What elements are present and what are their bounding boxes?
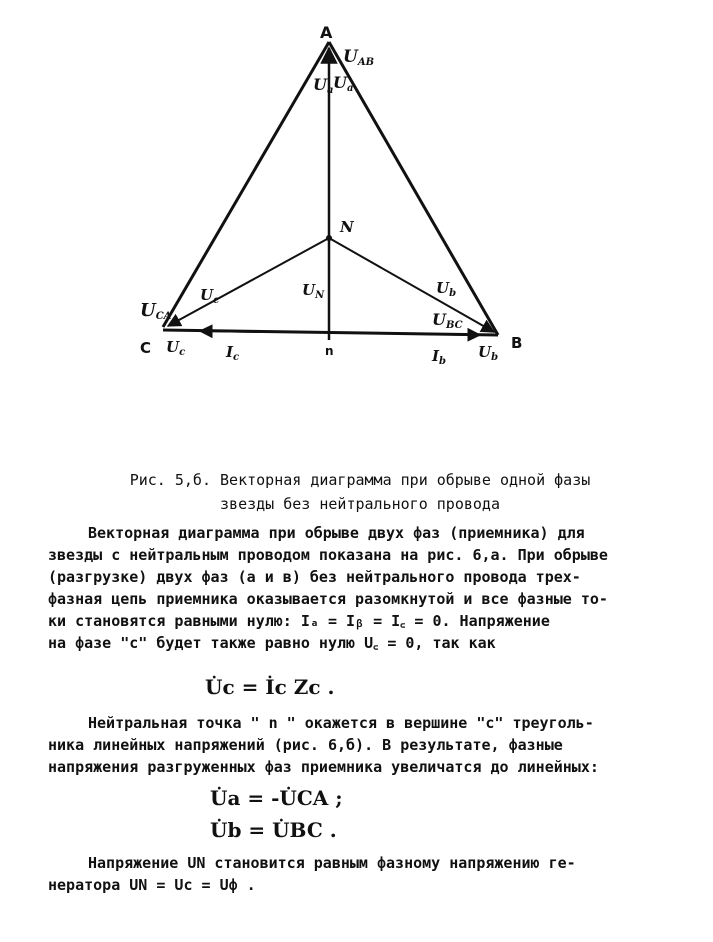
p2-line: ника линейных напряжений (рис. 6,б). В результате, фазные bbox=[48, 736, 563, 754]
formula-ua: U̇a = -U̇CA ; bbox=[210, 786, 343, 810]
p1-line: ки становятся равными нулю: Iₐ = Iᵦ = I꜀ = 0. Напряжение bbox=[48, 612, 550, 630]
p1-line: звезды с нейтральным проводом показана на рис. 6,а. При обрыве bbox=[48, 546, 608, 564]
p3-line: нератора UN = Uc = Uф . bbox=[48, 876, 256, 894]
p1-line: фазная цепь приемника оказывается разомкнутой и все фазные то- bbox=[48, 590, 608, 608]
point-label-C: C bbox=[140, 339, 152, 357]
paragraph-3 bbox=[48, 852, 673, 896]
formula-uc: U̇c = İc Zc . bbox=[205, 675, 335, 699]
label-I-b: $I_b$ bbox=[432, 347, 447, 367]
side-AB bbox=[329, 42, 498, 335]
label-U-a-left: Ua bbox=[313, 75, 334, 96]
vector-diagram bbox=[0, 0, 713, 440]
caption-line-2: звезды без нейтрального провода bbox=[220, 495, 500, 513]
p1-line: Векторная диаграмма при обрыве двух фаз (приемника) для bbox=[88, 524, 585, 542]
p2-line: напряжения разгруженных фаз приемника увеличатся до линейных: bbox=[48, 758, 599, 776]
formula-ub: U̇b = U̇BC . bbox=[210, 818, 337, 842]
label-U-c-bottom: $U_c$ bbox=[166, 338, 186, 358]
label-U-CA: UCA bbox=[140, 300, 172, 322]
label-I-c: $I_c$ bbox=[226, 343, 240, 363]
p1-line: на фазе "с" будет также равно нулю U꜀ = 0, так как bbox=[48, 634, 496, 652]
label-U-b: $U_b$ bbox=[436, 279, 457, 299]
point-label-A: A bbox=[320, 23, 333, 42]
point-label-n: n bbox=[325, 344, 334, 358]
paragraph-1 bbox=[48, 522, 673, 654]
point-label-B: B bbox=[511, 334, 523, 352]
p1-line: (разгрузке) двух фаз (а и в) без нейтрального провода трех- bbox=[48, 568, 581, 586]
label-U-a-right: Ua bbox=[333, 73, 354, 94]
node-N bbox=[326, 235, 332, 241]
vector-current-c bbox=[200, 331, 260, 332]
label-U-BC: UBC bbox=[432, 310, 463, 331]
label-U-AB: UAB bbox=[343, 47, 375, 68]
caption-line-1: Рис. 5,б. Векторная диаграмма при обрыве одной фазы bbox=[129, 471, 591, 489]
vector-current-b bbox=[420, 334, 480, 335]
p2-line: Нейтральная точка " n " окажется в вершине "с" треуголь- bbox=[88, 714, 594, 732]
label-U-N: $U_N$ bbox=[302, 281, 325, 301]
p3-line: Напряжение UN становится равным фазному напряжению ге- bbox=[88, 854, 576, 872]
figure-caption bbox=[60, 468, 660, 516]
label-U-c: $U_c$ bbox=[200, 286, 220, 306]
point-label-N: N bbox=[340, 218, 354, 236]
label-U-b-bottom: $U_b$ bbox=[478, 343, 499, 363]
paragraph-2 bbox=[48, 712, 673, 778]
